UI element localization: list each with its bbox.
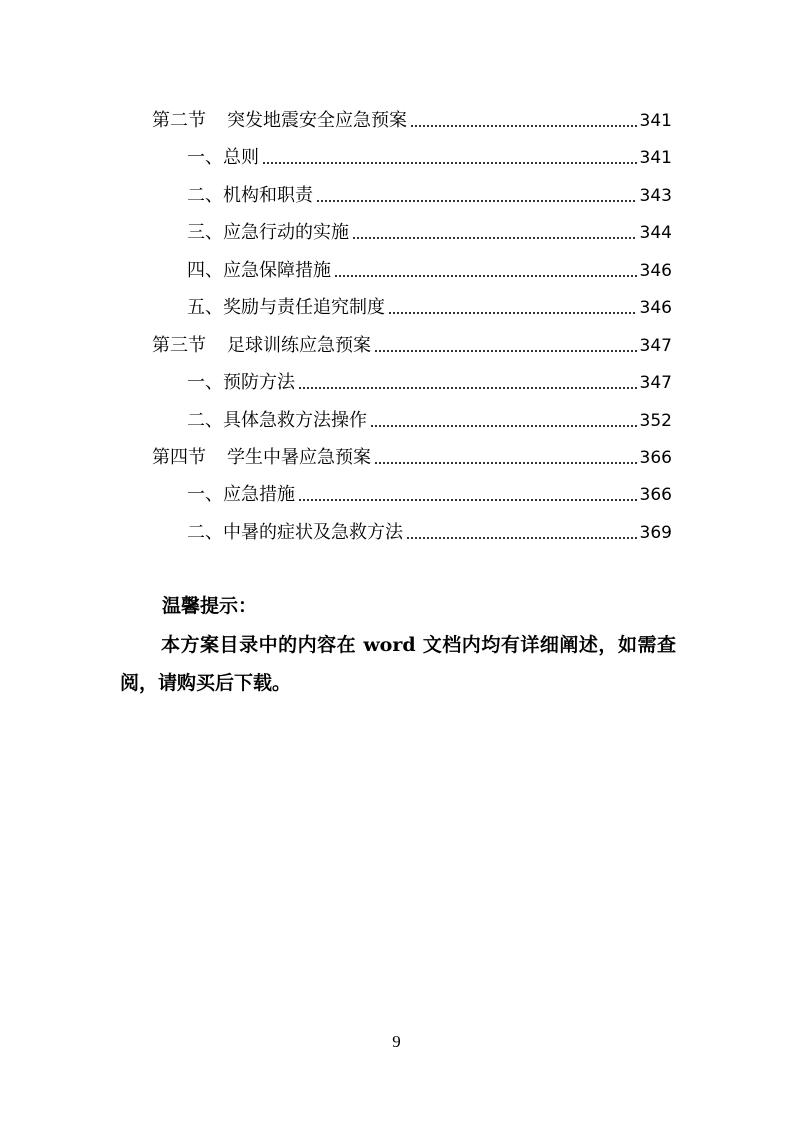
- toc-entry-title: 足球训练应急预案: [227, 335, 371, 356]
- toc-section-number: 第四节: [152, 447, 206, 468]
- toc-dot-leader: [370, 424, 637, 428]
- toc-dot-leader: [334, 274, 637, 278]
- toc-dot-leader: [298, 386, 637, 390]
- toc-dot-leader: [316, 199, 637, 203]
- toc-page-number: 346: [639, 261, 672, 281]
- toc-entry[interactable]: [152, 103, 672, 133]
- toc-entry-title: 二、具体急救方法操作: [187, 410, 367, 431]
- toc-page-number: 366: [639, 485, 672, 505]
- toc-entry[interactable]: [152, 440, 672, 470]
- toc-page-number: 344: [639, 223, 672, 243]
- toc-entry-title: 突发地震安全应急预案: [227, 110, 407, 131]
- toc-entry[interactable]: [187, 140, 672, 170]
- toc-entry[interactable]: [187, 178, 672, 208]
- toc-entry[interactable]: [187, 477, 672, 507]
- toc-page-number: 341: [639, 111, 672, 131]
- toc-entry[interactable]: [187, 403, 672, 433]
- toc-entry[interactable]: [187, 365, 672, 395]
- toc-entry-title: 一、预防方法: [187, 372, 295, 393]
- toc-entry[interactable]: [187, 215, 672, 245]
- page-number: 9: [392, 1032, 401, 1051]
- toc-page-number: 346: [639, 298, 672, 318]
- toc-dot-leader: [352, 236, 637, 240]
- toc-entry-title: 一、总则: [187, 147, 259, 168]
- toc-dot-leader: [298, 498, 637, 502]
- toc-entry-title: 三、应急行动的实施: [187, 222, 349, 243]
- toc-entry-title: 四、应急保障措施: [187, 260, 331, 281]
- toc-entry[interactable]: [187, 253, 672, 283]
- toc-page-number: 343: [639, 186, 672, 206]
- toc-entry[interactable]: [187, 290, 672, 320]
- toc-dot-leader: [262, 161, 637, 165]
- toc-page-number: 369: [639, 523, 672, 543]
- toc-dot-leader: [410, 124, 637, 128]
- toc-entry-title: 二、机构和职责: [187, 185, 313, 206]
- toc-page-number: 352: [639, 411, 672, 431]
- toc-dot-leader: [374, 349, 637, 353]
- toc-section-number: 第二节: [152, 110, 206, 131]
- toc-entry-title: 一、应急措施: [187, 484, 295, 505]
- toc-page-number: 347: [639, 373, 672, 393]
- toc-dot-leader: [406, 536, 637, 540]
- toc-entry-title: 学生中暑应急预案: [227, 447, 371, 468]
- toc-entry-title: 二、中暑的症状及急救方法: [187, 522, 403, 543]
- toc-dot-leader: [388, 311, 637, 315]
- tip-heading: 温馨提示：: [162, 595, 258, 617]
- toc-page-number: 347: [639, 336, 672, 356]
- toc-page-number: 366: [639, 448, 672, 468]
- toc-section-number: 第三节: [152, 335, 206, 356]
- toc-dot-leader: [374, 461, 637, 465]
- toc-page-number: 341: [639, 148, 672, 168]
- tip-body: 本方案目录中的内容在 word 文档内均有详细阐述，如需查阅，请购买后下载。: [120, 634, 676, 694]
- toc-entry[interactable]: [152, 328, 672, 358]
- toc-entry-title: 五、奖励与责任追究制度: [187, 297, 385, 318]
- toc-entry[interactable]: [187, 515, 672, 545]
